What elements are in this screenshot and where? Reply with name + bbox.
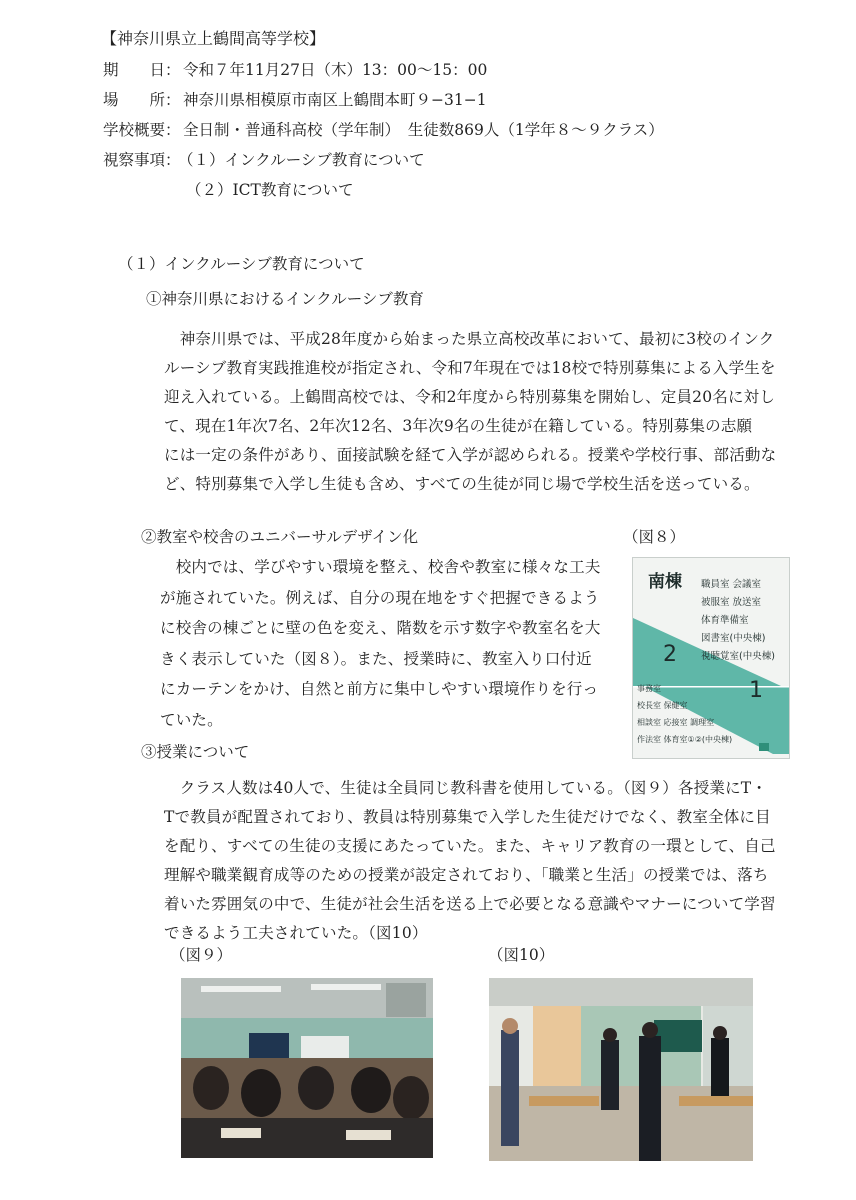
sign-floor-2: 2 xyxy=(663,642,677,667)
text-line: が施されていた。例えば、自分の現在地をすぐ把握できるよう xyxy=(160,588,600,607)
item-1: （１）インクルーシブ教育について xyxy=(178,151,425,169)
sub3-heading: ③授業について xyxy=(141,743,250,761)
text-line: ていた。 xyxy=(160,710,223,729)
sub3-paragraph xyxy=(164,774,814,948)
text-line: にカーテンをかけ、自然と前方に集中しやすい環境作りを行っ xyxy=(160,680,599,698)
overview-label: 学校概要： xyxy=(103,121,181,139)
sub1-heading: ①神奈川県におけるインクルーシブ教育 xyxy=(146,290,424,308)
text-line: には一定の条件があり、面接試験を経て入学が認められる。授業や学校行事、部活動な xyxy=(164,446,777,464)
date-value: 令和７年11月27日（木）13：00〜15：00 xyxy=(183,61,488,79)
sub1-paragraph xyxy=(164,325,804,499)
page-title: 【神奈川県立上鶴間高等学校】 xyxy=(101,29,326,48)
text-line: 迎え入れている。上鶴間高校では、令和2年度から特別募集を開始し、定員20名に対し xyxy=(164,388,776,406)
items-label: 視察事項： xyxy=(103,151,181,169)
fig10-photo-art xyxy=(489,978,753,1161)
sign-rooms-lower xyxy=(637,680,732,748)
sign-rooms-upper xyxy=(701,576,775,666)
sign-room-line: 事務室 xyxy=(637,684,661,693)
text-line: 理解や職業観育成等のための授業が設定されており、「職業と生活」の授業では、落ち xyxy=(164,866,769,884)
overview-value: 全日制・普通科高校（学年制） 生徒数869人（1学年８〜９クラス） xyxy=(183,121,664,139)
text-line: きく表示していた（図８）。また、授業時に、教室入り口付近 xyxy=(160,649,592,668)
text-line: Tで教員が配置されており、教員は特別募集で入学した生徒だけでなく、教室全体に目 xyxy=(164,808,771,826)
sign-room-line: 被服室 放送室 xyxy=(701,597,762,608)
place-value: 神奈川県相模原市南区上鶴間本町９−31−1 xyxy=(183,91,487,109)
sign-room-line: 図書室(中央棟) xyxy=(701,633,766,644)
sign-room-line: 職員室 会議室 xyxy=(701,579,762,590)
sign-room-line: 校長室 保健室 xyxy=(637,701,688,710)
text-line: を配り、すべての生徒の支援にあたっていた。また、キャリア教育の一環として、自己 xyxy=(164,837,776,855)
section1-heading: （１）インクルーシブ教育について xyxy=(118,255,365,273)
date-label: 期 日： xyxy=(103,61,181,79)
fig9-classroom-photo xyxy=(181,978,433,1158)
text-line: 着いた雰囲気の中で、生徒が社会生活を送る上で必要となる意識やマナーについて学習 xyxy=(164,895,776,913)
sign-corner-mark xyxy=(759,743,769,751)
text-line: ど、特別募集で入学し生徒も含め、すべての生徒が同じ場で学校生活を送っている。 xyxy=(164,475,760,493)
fig9-photo-art xyxy=(181,978,433,1158)
sign-room-line: 作法室 体育室①②(中央棟) xyxy=(637,735,733,744)
fig10-label: （図10） xyxy=(488,946,555,964)
fig9-label: （図９） xyxy=(170,946,233,964)
sub2-heading: ②教室や校舎のユニバーサルデザイン化 xyxy=(141,528,419,546)
fig10-career-class-photo xyxy=(489,978,753,1161)
sign-room-line: 相談室 応接室 調理室 xyxy=(637,718,715,727)
text-line: て、現在1年次7名、2年次12名、3年次9名の生徒が在籍している。特別募集の志願 xyxy=(164,417,753,435)
sign-building: 南棟 xyxy=(648,572,682,592)
fig8-floor-sign xyxy=(632,557,790,759)
text-line: 神奈川県では、平成28年度から始まった県立高校改革において、最初に3校のインク xyxy=(164,330,775,348)
text-line: クラス人数は40人で、生徒は全員同じ教科書を使用している。（図９）各授業にT・ xyxy=(164,779,768,797)
item-2: （２）ICT教育について xyxy=(186,181,354,199)
sub2-paragraph xyxy=(160,552,615,735)
sign-floor-1: 1 xyxy=(749,678,763,703)
place-label: 場 所： xyxy=(103,91,181,109)
text-line: に校舎の棟ごとに壁の色を変え、階数を示す数字や教室名を大 xyxy=(160,619,601,637)
sign-room-line: 体育準備室 xyxy=(701,615,749,626)
text-line: ルーシブ教育実践推進校が指定され、令和7年現在では18校で特別募集による入学生を xyxy=(164,359,776,377)
text-line: 校内では、学びやすい環境を整え、校舎や教室に様々な工夫 xyxy=(160,558,601,576)
sign-room-line: 視聴覚室(中央棟) xyxy=(701,651,775,662)
text-line: できるよう工夫されていた。（図10） xyxy=(164,924,428,942)
fig8-label: （図８） xyxy=(623,528,686,546)
